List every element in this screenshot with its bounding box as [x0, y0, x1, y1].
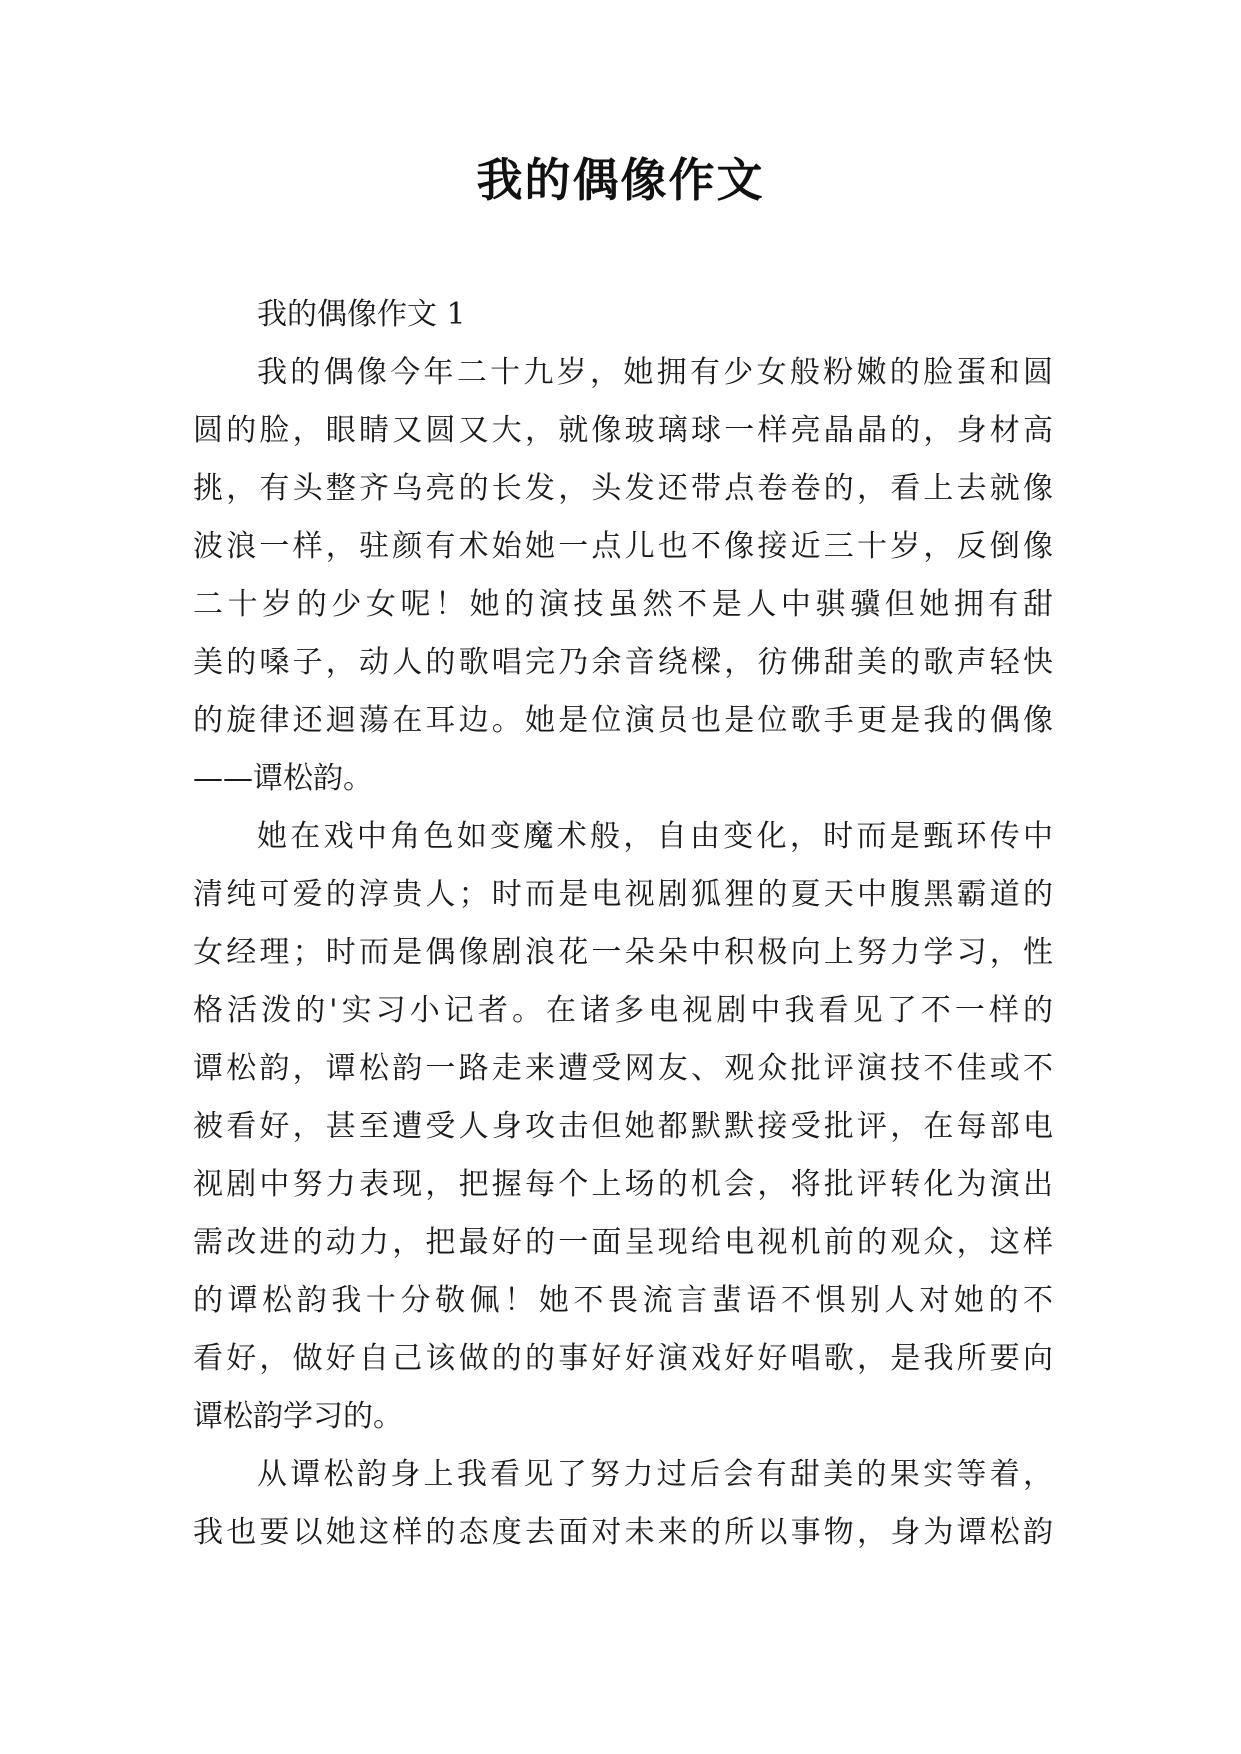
- section-heading: 我的偶像作文 1: [257, 297, 466, 332]
- paragraph-line: 圆的脸，眼睛又圆又大，就像玻璃球一样亮晶晶的，身材高: [193, 413, 1053, 448]
- paragraph-line: 格活泼的'实习小记者。在诸多电视剧中我看见了不一样的: [193, 993, 1053, 1028]
- paragraph-3: [193, 1446, 1053, 1562]
- paragraph-line: 看好，做好自己该做的的事好好演戏好好唱歌，是我所要向: [193, 1341, 1053, 1376]
- paragraph-line: 我也要以她这样的态度去面对未来的所以事物，身为谭松韵: [193, 1515, 1053, 1550]
- paragraph-line: 二十岁的少女呢！她的演技虽然不是人中骐骥但她拥有甜: [193, 587, 1053, 622]
- paragraph-line: 她在戏中角色如变魔术般，自由变化，时而是甄环传中: [257, 819, 1053, 854]
- paragraph-line: ——谭松韵。: [193, 761, 373, 796]
- paragraph-line: 清纯可爱的淳贵人；时而是电视剧狐狸的夏天中腹黑霸道的: [193, 877, 1053, 912]
- paragraph-line: 从谭松韵身上我看见了努力过后会有甜美的果实等着，: [257, 1457, 1053, 1492]
- paragraph-line: 被看好，甚至遭受人身攻击但她都默默接受批评，在每部电: [193, 1109, 1053, 1144]
- paragraph-line: 的谭松韵我十分敬佩！她不畏流言蜚语不惧别人对她的不: [193, 1283, 1053, 1318]
- paragraph-line: 美的嗓子，动人的歌唱完乃余音绕樑，彷佛甜美的歌声轻快: [193, 645, 1053, 680]
- paragraph-line: 波浪一样，驻颜有术始她一点儿也不像接近三十岁，反倒像: [193, 529, 1053, 564]
- paragraph-line: 需改进的动力，把最好的一面呈现给电视机前的观众，这样: [193, 1225, 1053, 1260]
- document-body: [193, 286, 1053, 1562]
- paragraph-line: 谭松韵，谭松韵一路走来遭受网友、观众批评演技不佳或不: [193, 1051, 1053, 1086]
- paragraph-1: [193, 344, 1053, 808]
- paragraph-line: 谭松韵学习的。: [193, 1399, 403, 1434]
- paragraph-line: 我的偶像今年二十九岁，她拥有少女般粉嫩的脸蛋和圆: [257, 355, 1053, 390]
- paragraph-line: 的旋律还迴蕩在耳边。她是位演员也是位歌手更是我的偶像: [193, 703, 1053, 738]
- paragraph-2: [193, 808, 1053, 1446]
- document-title: 我的偶像作文: [476, 153, 765, 207]
- paragraph-line: 女经理；时而是偶像剧浪花一朵朵中积极向上努力学习，性: [193, 935, 1053, 970]
- paragraph-line: 挑，有头整齐乌亮的长发，头发还带点卷卷的，看上去就像: [193, 471, 1053, 506]
- paragraph-line: 视剧中努力表现，把握每个上场的机会，将批评转化为演出: [193, 1167, 1053, 1202]
